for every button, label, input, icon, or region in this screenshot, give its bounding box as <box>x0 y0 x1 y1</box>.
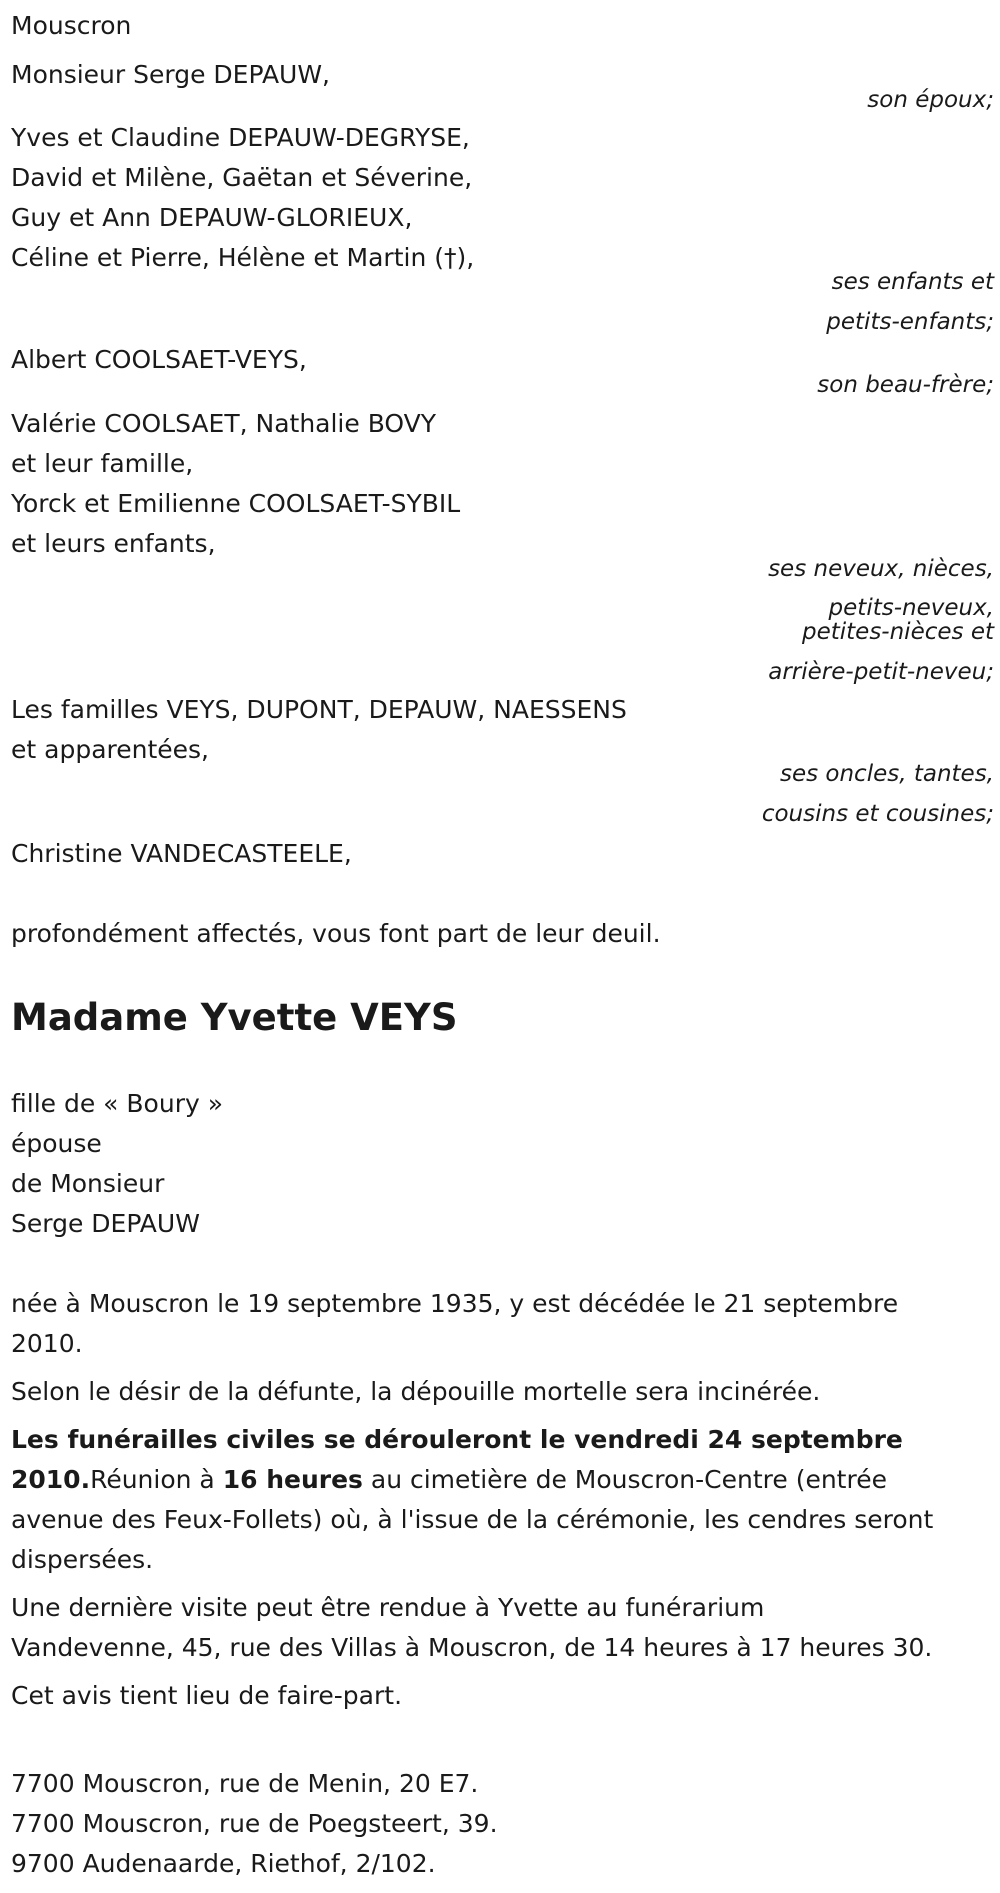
families-line: Les familles VEYS, DUPONT, DEPAUW, NAESSENS <box>11 695 627 724</box>
epithet-line: épouse <box>11 1129 102 1158</box>
epithet-line: de Monsieur <box>11 1169 165 1198</box>
christine: Christine VANDECASTEELE, <box>11 839 352 868</box>
notice-text: Cet avis tient lieu de faire-part. <box>11 1681 403 1710</box>
epithet-line: fille de « Boury » <box>11 1089 224 1118</box>
brother-in-law-role: son beau-frère; <box>817 372 994 398</box>
nephews-role: arrière-petit-neveu; <box>768 659 994 685</box>
children-line: Yves et Claudine DEPAUW-DEGRYSE, <box>11 123 470 152</box>
funeral-line: Les funérailles civiles se dérouleront le vendredi 24 septembre <box>11 1425 903 1454</box>
spouse-name: Monsieur Serge DEPAUW, <box>11 60 331 89</box>
visit-line: Vandevenne, 45, rue des Villas à Mouscron, de 14 heures à 17 heures 30. <box>11 1633 933 1662</box>
birth-death-line: née à Mouscron le 19 septembre 1935, y est décédée le 21 septembre <box>11 1289 899 1318</box>
nephews-line: et leurs enfants, <box>11 529 216 558</box>
reunion-time: 16 heures <box>222 1465 363 1494</box>
children-role: petits-enfants; <box>826 309 994 335</box>
funeral-line: dispersées. <box>11 1545 154 1574</box>
children-line: Céline et Pierre, Hélène et Martin (†), <box>11 243 475 272</box>
birth-death-line: 2010. <box>11 1329 83 1358</box>
brother-in-law-name: Albert COOLSAET-VEYS, <box>11 345 307 374</box>
city: Mouscron <box>11 11 132 40</box>
families-role: ses oncles, tantes, <box>779 761 994 787</box>
children-line: Guy et Ann DEPAUW-GLORIEUX, <box>11 203 413 232</box>
epithet-line: Serge DEPAUW <box>11 1209 200 1238</box>
children-line: David et Milène, Gaëtan et Séverine, <box>11 163 473 192</box>
funeral-line: avenue des Feux-Follets) où, à l'issue de la cérémonie, les cendres seront <box>11 1505 934 1534</box>
address-line: 7700 Mouscron, rue de Menin, 20 E7. <box>11 1769 479 1798</box>
deceased-name: Madame Yvette VEYS <box>11 996 458 1039</box>
children-role: ses enfants et <box>831 269 994 295</box>
visit-line: Une dernière visite peut être rendue à Yvette au funérarium <box>11 1593 765 1622</box>
address-line: 9700 Audenaarde, Riethof, 2/102. <box>11 1849 436 1878</box>
funeral-date-end: 2010. <box>11 1465 91 1494</box>
reunion-pre: Réunion à <box>90 1465 223 1494</box>
families-role: cousins et cousines; <box>761 801 994 827</box>
nephews-role: petites-nièces et <box>802 619 994 645</box>
families-line: et apparentées, <box>11 735 209 764</box>
deuil-text: profondément affectés, vous font part de leur deuil. <box>11 919 661 948</box>
nephews-line: et leur famille, <box>11 449 194 478</box>
reunion-post: au cimetière de Mouscron-Centre (entrée <box>362 1465 887 1494</box>
nephews-line: Yorck et Emilienne COOLSAET-SYBIL <box>11 489 461 518</box>
nephews-line: Valérie COOLSAET, Nathalie BOVY <box>11 409 437 438</box>
nephews-role: ses neveux, nièces, <box>768 556 994 582</box>
nephews-role: petits-neveux, <box>828 595 994 621</box>
cremation-text: Selon le désir de la défunte, la dépouille mortelle sera incinérée. <box>11 1377 821 1406</box>
spouse-role: son époux; <box>867 87 994 113</box>
funeral-line <box>11 1460 887 1500</box>
address-line: 7700 Mouscron, rue de Poegsteert, 39. <box>11 1809 498 1838</box>
